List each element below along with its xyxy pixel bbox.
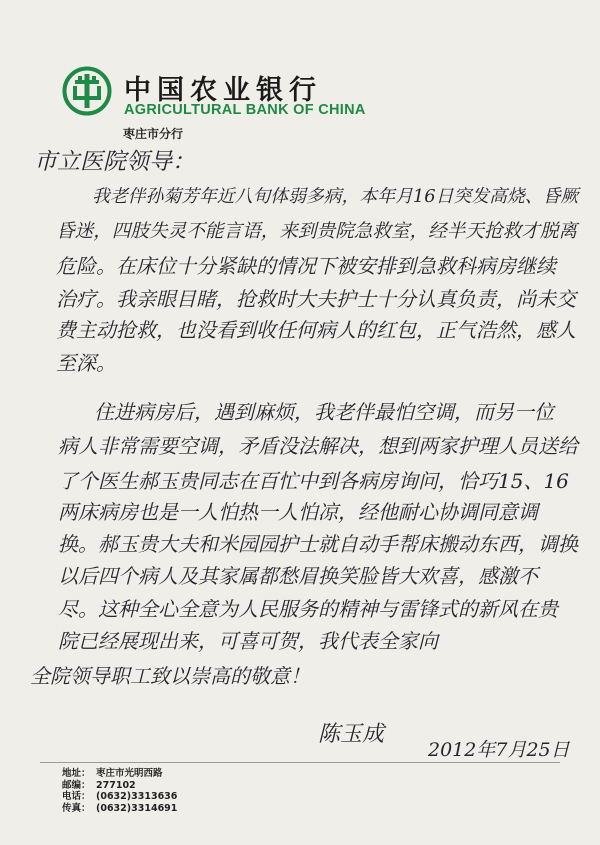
footer-postcode: 邮编： 277102 — [62, 779, 136, 791]
letter-line: 院已经展现出来，可喜可贺，我代表全家向 — [58, 629, 438, 653]
bank-name-chinese: 中国农业银行 — [124, 75, 322, 106]
footer-address: 地址： 枣庄市光明西路 — [62, 768, 163, 779]
letter-line: 住进病房后，遇到麻烦，我老伴最怕空调，而另一位 — [94, 400, 554, 424]
letter-date: 2012年7月25日 — [428, 739, 570, 761]
letter-line: 病人非常需要空调，矛盾没法解决，想到两家护理人员送给 — [58, 434, 578, 458]
signature: 陈玉成 — [318, 722, 385, 747]
footer-fax: 传真： (0632)3314691 — [62, 802, 178, 814]
letter-line: 全院领导职工致以崇高的敬意！ — [30, 664, 310, 688]
letter-line: 换。郝玉贵大夫和米园园护士就自动手帮床搬动东西，调换 — [58, 532, 578, 556]
letter-line: 昏迷，四肢失灵不能言语，来到贵院急救室，经半天抢救才脱离 — [56, 221, 578, 242]
footer-divider — [40, 762, 560, 763]
letter-line: 两床病房也是一人怕热一人怕凉，经他耐心协调同意调 — [58, 500, 538, 524]
letter-line: 危险。在床位十分紧缺的情况下被安排到急救科病房继续 — [56, 254, 556, 278]
letterhead-footer — [62, 768, 177, 814]
salutation: 市立医院领导： — [34, 149, 195, 175]
letter-line: 费主动抢救，也没看到收任何病人的红包，正气浩然，感人 — [56, 318, 576, 342]
letter-line: 我老伴孙菊芳年近八旬体弱多病，本年月16日突发高烧、昏厥 — [92, 186, 579, 207]
letter-line: 了个医生郝玉贵同志在百忙中到各病房询问，恰巧15、16 — [58, 469, 569, 493]
letter-line: 尽。这种全心全意为人民服务的精神与雷锋式的新风在贵 — [58, 597, 558, 621]
letter-line: 至深。 — [56, 351, 116, 375]
letter-line: 治疗。我亲眼目睹，抢救时大夫护士十分认真负责，尚未交 — [56, 287, 576, 311]
branch-name: 枣庄市分行 — [123, 127, 184, 141]
footer-phone: 电话： (0632)3313636 — [62, 791, 178, 802]
bank-name-english: AGRICULTURAL BANK OF CHINA — [124, 102, 366, 118]
letter-line: 以后四个病人及其家属都愁眉换笑脸皆大欢喜，感激不 — [58, 564, 538, 588]
